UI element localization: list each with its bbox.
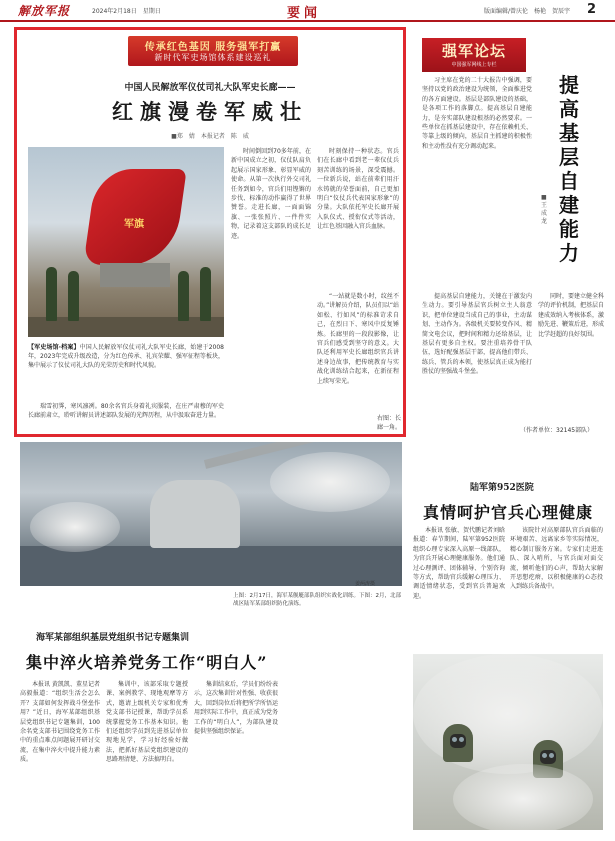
section-title: 要闻 (287, 6, 322, 21)
series-banner-title: 传承红色基因 服务强军打赢 (144, 42, 282, 53)
feature-column-1: 瑞雪初霁，寒风凛冽。80余名官兵身着礼宾服装，在庄严肃穆的军史长廊前肃立，聆听讲解员讲述部队发展的光辉历程，从中汲取奋进力量。 (28, 403, 224, 420)
sculpture-plinth (100, 263, 170, 287)
newspaper-logo: 解放军报 (18, 4, 71, 18)
issue-date: 2024年2月18日 星期日 (92, 8, 161, 15)
honor-guard-photo[interactable] (28, 147, 224, 337)
commentary-text-a: 习主席在党的二十大报告中强调，要坚持以党的政治建设为统领，全面推进党的各方面建设。基层是部队建设的基础，是各项工作的落脚点。提高基层自建能力，是夯实部队建设根基的必然要求。一些单位在抓基层建设中，存在依赖机关、等靠上级的倾向，基层自主抓建的积极性和主动性没有充分调动起来。 (422, 77, 532, 150)
story-right-column-2: 该院针对高原部队官兵面临的环境艰苦、远离家乡等实际情况，精心制订服务方案。专家们走进连队、深入哨所，与官兵面对面交流，倾听他们的心声，帮助大家解开思想疙瘩，以积极健康的心态投入到练兵备战中。 (510, 527, 603, 591)
page-masthead (0, 0, 615, 22)
commentary-column-header (422, 38, 526, 72)
honor-guard-soldier (200, 267, 211, 321)
gas-mask (450, 734, 466, 748)
feature-article-box[interactable] (14, 27, 406, 437)
mask-eyepiece (452, 737, 457, 742)
feature-signoff: 右图：长廊一角。 (377, 415, 402, 431)
ship-deck (20, 546, 402, 586)
gas-mask (540, 750, 556, 764)
commentary-author: ■王成龙 (541, 194, 548, 225)
photo-captions: 上图：2月17日，海军某舰艇部队组织实战化训练。下图：2月，北部战区陆军某部组织防化演练。 (233, 593, 401, 607)
story-left-column-3: 集训结束后，学员们纷纷表示，这次集训针对性强、收获很大，回到岗位后将把所学所悟运用到实际工作中，真正成为党务工作的“明白人”，为部队建设提供坚强组织保证。 (194, 681, 278, 736)
honor-guard-soldier (68, 271, 79, 321)
commentary-author-unit: （作者单位：32145部队） (520, 427, 594, 434)
naval-gun-photo[interactable] (20, 442, 402, 586)
mask-eyepiece (459, 737, 464, 742)
feature-column-3: 时刻保持一种状态。官兵们在长廊中看到老一辈仪仗兵刻苦训练的场景，深受震撼。一位新兵说，站在前辈们用汗水铸就的荣誉面前，自己更加明白“仪仗兵代表国家形象”的分量。大队依托军史长廊开展入队仪式、授衔仪式等活动，让红色基因融入官兵血脉。 (317, 148, 399, 231)
gas-mask-drill-photo[interactable] (413, 654, 603, 830)
feature-byline: ■郑 婧 本报记者 陈 威 (171, 133, 249, 140)
drill-smoke (413, 654, 603, 774)
muzzle-smoke (270, 452, 390, 512)
commentary-text-b: 提高基层自建能力，关键在于激发内生动力。要引导基层官兵树立主人翁意识，把单位建设当成自己的事业，主动谋划、主动作为。各级机关要转变作风、精简文电会议，把时间和精力还给基层，让基层有更多自主权。要注重培养骨干队伍，选好配强基层干部，提高他们带兵、练兵、管兵的本领，使基层真正成为能打胜仗的坚强战斗堡垒。 (422, 293, 532, 376)
photo-credit: 姜两涛摄 (355, 581, 376, 587)
story-headline-left[interactable]: 集中淬火培养党务工作“明白人” (26, 653, 268, 672)
honor-guard-soldier (46, 267, 57, 321)
series-banner (128, 36, 298, 66)
sculpture-inscription: 军旗 (124, 219, 144, 230)
feature-kicker: 中国人民解放军仪仗司礼大队军史长廊—— (124, 83, 296, 93)
feature-column-2: 时间倒回到70多年前，在新中国成立之初，仪仗队肩负起展示国家形象、彰显军威的使命。从第一次执行外交司礼任务到如今，官兵们用铿锵的步伐、标准的动作赢得了世界赞誉。走进长廊，一面面锦旗、一张张照片、一件件实物，记录着这支部队的成长足迹。 (231, 148, 311, 240)
page-editors: 版面编辑/曾庆伦 杨艳 贺辰宇 (484, 8, 571, 15)
commentary-column-sub: 中国强军网线上专栏 (451, 62, 497, 68)
gun-turret (150, 480, 240, 548)
story-kicker-right: 陆军第952医院 (470, 483, 534, 493)
commentary-column-name: 强军论坛 (441, 42, 506, 60)
plaza-ground (28, 317, 224, 337)
commentary-text-c: 同时，要建立健全科学的评价机制，把基层自建成效纳入考核体系，激励先进、鞭策后进，形成比学赶超的良好氛围。 (538, 293, 604, 338)
photo-caption (28, 343, 224, 370)
drill-smoke (453, 764, 593, 830)
honor-guard-soldier (178, 271, 189, 321)
feature-column-4: “一站就是数小时，纹丝不动。”讲解员介绍，队员们以“站如松、行如风”的标准苛求自己，在烈日下、寒风中反复锤炼。长廊里的一段段影像，让官兵们感受到坚守的意义。大队还利用军史长廊组织官兵讲述身边故事，把传统教育与实战化训练结合起来，在新征程上续写荣光。 (317, 293, 399, 385)
story-left-column-2: 集训中，该部采取专题授课、案例教学、现地观摩等方式，邀请上级机关专家和优秀党支部书记授课，帮助学员系统掌握党务工作基本知识。他们还组织学员到先进基层单位现地见学，学习好经验好做法，把抓好基层党组织建设的思路理清楚、方法搞明白。 (106, 681, 188, 764)
mask-eyepiece (549, 753, 554, 758)
muzzle-smoke (30, 502, 120, 552)
gas-mask-soldier (443, 724, 473, 762)
story-left-column-1: 本报讯 黄凯凯、董星记者高毅报道：“组织生活会怎么开？支部如何发挥战斗堡垒作用？”近日，海军某部组织基层党组织书记专题集训，100余名党支部书记围绕党务工作中的重点难点问题展开研讨交流，在集中淬火中提升能力素质。 (20, 681, 100, 764)
page-number: 2 (587, 2, 597, 17)
caption-text: 中国人民解放军仪仗司礼大队军史长廊，始建于2008年，2023年完成升级改造，分为红色传承、礼宾荣耀、强军征程等板块，集中展示了仪仗司礼大队的光荣历史和时代风貌。 (28, 344, 225, 369)
story-right-column-1: 本报讯 张敏、贺代鹏记者刘晗报道：春节期间，陆军第952医院组织心理专家深入高原一线部队，为官兵开展心理健康服务。他们通过心理测评、团体辅导、个别咨询等方式，帮助官兵缓解心理压力、调适情绪状态，受到官兵普遍欢迎。 (413, 527, 505, 600)
caption-lead: 【军史场馆·档案】 (28, 344, 80, 351)
story-kicker-left: 海军某部组织基层党组织书记专题集训 (36, 633, 190, 643)
feature-headline[interactable]: 红旗漫卷军威壮 (112, 99, 308, 124)
story-headline-right[interactable]: 真情呵护官兵心理健康 (423, 503, 594, 522)
series-banner-subtitle: 新时代军史场馆体系建设巡礼 (154, 53, 272, 62)
mask-eyepiece (542, 753, 547, 758)
commentary-headline[interactable]: 提高基层自建能力 (559, 73, 579, 265)
